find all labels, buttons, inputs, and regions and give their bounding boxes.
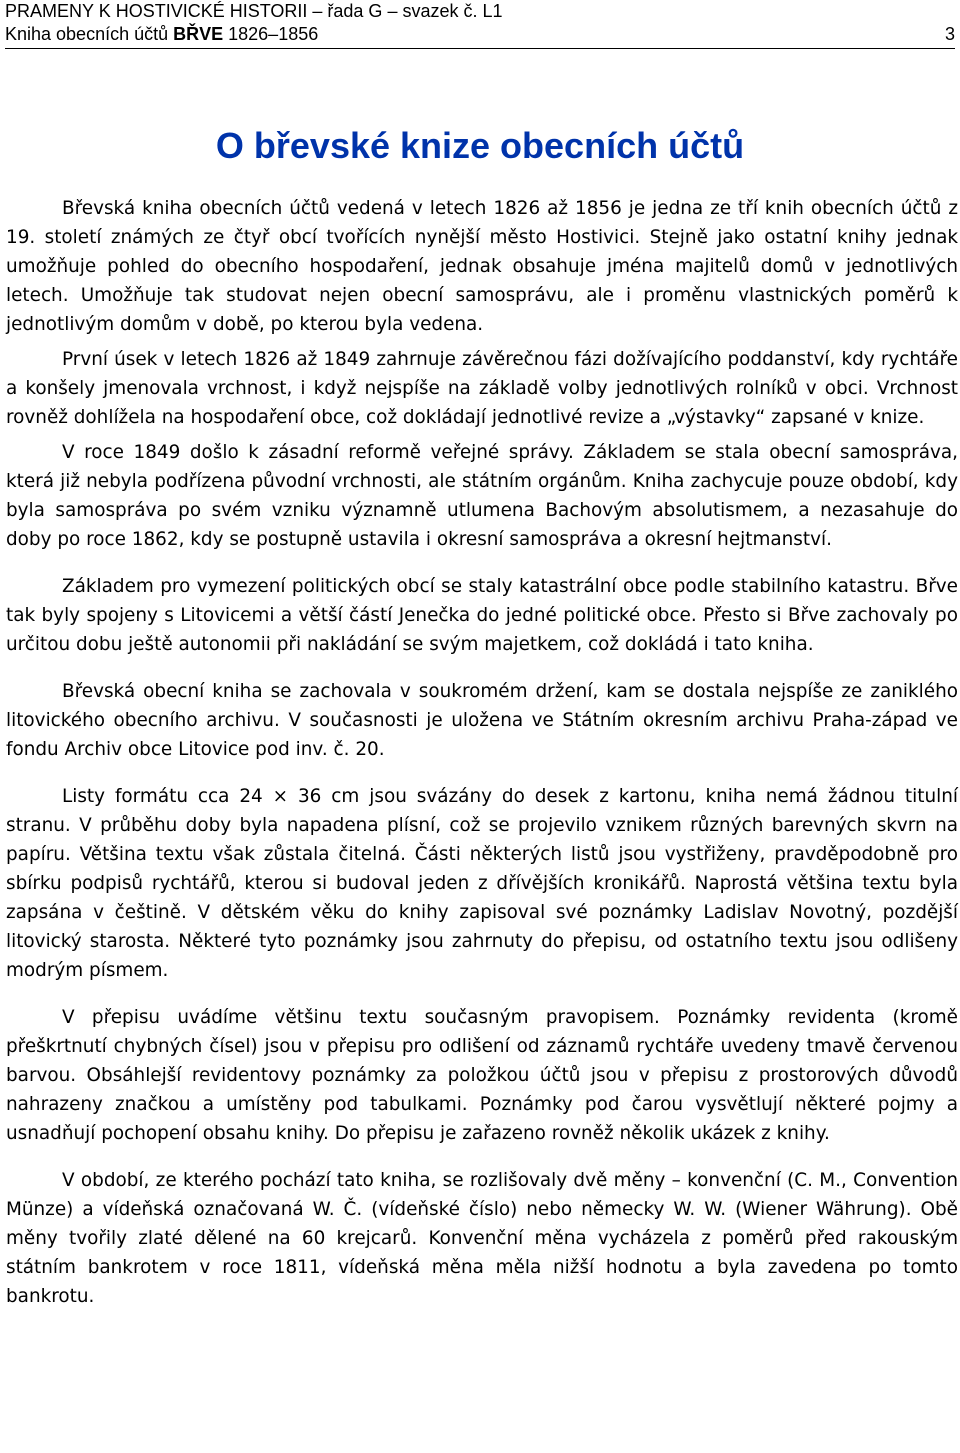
book-title-prefix: Kniha obecních účtů — [5, 24, 174, 44]
page-number: 3 — [944, 24, 955, 44]
paragraph-political-municipalities: Základem pro vymezení politických obcí se staly katastrální obce podle stabilního katastru. Břve tak byly spojeny s Litovicemi a větší částí Jenečka do jedné politické obce. Přesto si Břve zachovaly po určitou dobu ještě autonomii při nakládání se svým majetkem, což dokládá i tato kniha. — [6, 576, 958, 655]
paragraph-archive: Břevská obecní kniha se zachovala v soukromém držení, kam se dostala nejspíše ze zaniklého litovického obecního archivu. V současnosti je uložena ve Státním okresním archivu Praha-západ ve fondu Archiv obce Litovice pod inv. č. 20. — [6, 681, 958, 760]
paragraph-physical-description: Listy formátu cca 24 × 36 cm jsou svázány do desek z kartonu, kniha nemá žádnou titulní stranu. V průběhu doby byla napadena plísní, což se projevilo vznikem různých barevných skvrn na papíru. Většina textu však zůstala čitelná. Části některých listů jsou vystřiženy, pravděpodobně pro sbírku podpisů rychtářů, kterou si budoval jeden z dřívějších kronikářů. Naprostá většina textu byla zapsána v češtině. V dětském věku do knihy zapisoval své poznámky Ladislav Novotný, pozdější litovický starosta. Některé tyto poznámky jsou zahrnuty do přepisu, od ostatního textu jsou odlišeny modrým písmem. — [6, 786, 958, 981]
document-body — [6, 194, 958, 1311]
book-title-years: 1826–1856 — [223, 24, 319, 44]
paragraph-currency: V období, ze kterého pochází tato kniha, se rozlišovaly dvě měny – konvenční (C. M., Convention Münze) a vídeňská označovaná W. Č. (vídeňské číslo) nebo německy W. W. (Wiener Währung). Obě měny tvořily zlaté dělené na 60 krejcarů. Konvenční měna vycházela z poměrů před rakouským státním bankrotem v roce 1811, vídeňská měna měla nižší hodnotu a byla zavedena po tomto bankrotu. — [6, 1170, 958, 1307]
book-line — [5, 23, 955, 46]
paragraph-intro: Břevská kniha obecních účtů vedená v letech 1826 až 1856 je jedna ze tří knih obecních účtů z 19. století známých ze čtyř obcí tvořících nynější město Hostivici. Stejně jako ostatní knihy jednak umožňuje pohled do obecního hospodaření, jednak obsahuje jména majitelů domů v jednotlivých letech. Umožňuje tak studovat nejen obecní samosprávu, ale i proměnu vlastnických poměrů k jednotlivým domům v době, po kterou byla vedena. — [6, 198, 958, 335]
paragraph-reform-1849: V roce 1849 došlo k zásadní reformě veřejné správy. Základem se stala obecní samospráva, která již nebyla podřízena původní vrchnosti, ale státním orgánům. Kniha zachycuje pouze období, kdy byla samospráva po svém vzniku významně utlumena Bachovým absolutismem, a nezasahuje do doby po roce 1862, kdy se postupně ustavila i okresní samospráva a okresní hejtmanství. — [6, 442, 958, 550]
series-line — [5, 0, 955, 23]
series-title: PRAMENY K HOSTIVICKÉ HISTORII – řada G – svazek č. L1 — [5, 1, 503, 21]
page-title: O břevské knize obecních účtů — [215, 125, 745, 166]
book-title-village: BŘVE — [173, 24, 224, 44]
page-header — [5, 0, 955, 49]
paragraph-transcription: V přepisu uvádíme většinu textu současným pravopisem. Poznámky revidenta (kromě přeškrtnutí chybných čísel) jsou v přepisu pro odlišení od záznamů rychtáře uvedeny tmavě červenou barvou. Obsáhlejší revidentovy poznámky za položkou účtů jsou v přepisu z prostorových důvodů nahrazeny značkou a umístěny pod tabulkami. Poznámky pod čarou vysvětlují některé pojmy a usnadňují pochopení obsahu knihy. Do přepisu je zařazeno rovněž několik ukázek z knihy. — [6, 1007, 958, 1144]
paragraph-first-period: První úsek v letech 1826 až 1849 zahrnuje závěrečnou fázi dožívajícího poddanství, kdy rychtáře a konšely jmenovala vrchnost, i když nejspíše na základě volby jednotlivých rolníků v obci. Vrchnost rovněž dohlížela na hospodaření obce, což dokládají jednotlivé revize a „výstavky“ zapsané v knize. — [6, 349, 958, 428]
